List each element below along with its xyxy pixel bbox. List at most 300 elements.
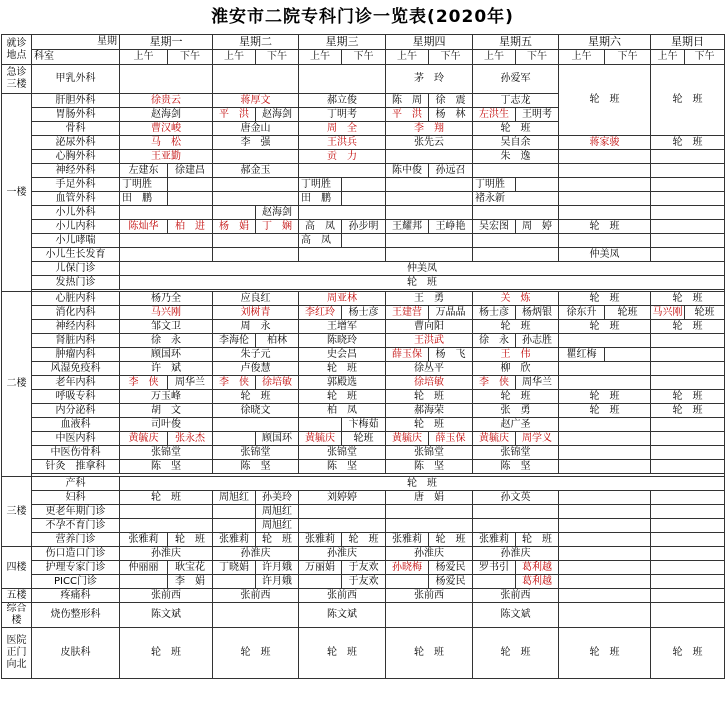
cell: 仲丽丽 xyxy=(120,561,168,575)
cell: 轮 班 xyxy=(559,65,651,136)
cell: 王洪武 xyxy=(386,334,473,348)
cell: 张前西 xyxy=(299,589,386,603)
cell: 杨乃全 xyxy=(120,292,213,306)
schedule-table xyxy=(1,34,725,679)
cell: 孙淮庆 xyxy=(386,547,473,561)
cell: 张雅莉 xyxy=(120,533,168,547)
cell: 轮 班 xyxy=(651,628,725,679)
dept-name: 神经内科 xyxy=(32,320,120,334)
cell: 葛利越 xyxy=(516,575,559,589)
cell: 孙淮庆 xyxy=(213,547,299,561)
header-day-sat: 星期六 xyxy=(559,35,651,50)
header-pm: 下午 xyxy=(256,50,299,65)
cell: 朱 逸 xyxy=(473,150,559,164)
cell: 杨 林 xyxy=(429,108,473,122)
cell: 轮 班 xyxy=(120,491,213,505)
cell: 轮 班 xyxy=(559,628,651,679)
dept-name: 老年内科 xyxy=(32,376,120,390)
cell: 徐培敏 xyxy=(386,376,473,390)
cell: 陈文斌 xyxy=(120,603,213,628)
table-row xyxy=(2,276,725,290)
cell: 孙淮庆 xyxy=(120,547,213,561)
floor-label: 三楼 xyxy=(2,477,32,547)
table-row xyxy=(2,547,725,561)
cell: 曹向阳 xyxy=(386,320,473,334)
cell: 张锦堂 xyxy=(473,446,559,460)
cell: 马兴刚 xyxy=(120,306,213,320)
header-pm: 下午 xyxy=(429,50,473,65)
floor-label: 医院正门向北 xyxy=(2,628,32,679)
cell: 郝金玉 xyxy=(213,164,299,178)
dept-name: 伤口造口门诊 xyxy=(32,547,120,561)
cell: 郝海荣 xyxy=(386,404,473,418)
cell: 薛玉保 xyxy=(386,348,429,362)
dept-name: 骨科 xyxy=(32,122,120,136)
cell: 平 洪 xyxy=(213,108,256,122)
cell: 褚永新 xyxy=(473,192,559,206)
cell: 李海伦 xyxy=(213,334,256,348)
cell: 柏 进 xyxy=(168,220,213,234)
cell: 轮班 xyxy=(605,306,651,320)
dept-name: 心胸外科 xyxy=(32,150,120,164)
floor-label: 五楼 xyxy=(2,589,32,603)
dept-name: 小儿外科 xyxy=(32,206,120,220)
cell: 轮 班 xyxy=(120,276,725,290)
cell: 李 娟 xyxy=(168,575,213,589)
header-am: 上午 xyxy=(651,50,685,65)
cell: 轮 班 xyxy=(386,418,473,432)
header-am: 上午 xyxy=(386,50,429,65)
cell: 陈文斌 xyxy=(473,603,559,628)
cell: 王 伟 xyxy=(473,348,559,362)
table-row xyxy=(2,575,725,589)
cell: 轮 班 xyxy=(342,533,386,547)
cell: 轮 班 xyxy=(651,65,725,136)
cell: 李 强 xyxy=(213,136,299,150)
cell: 万丽娟 xyxy=(299,561,342,575)
table-row xyxy=(2,178,725,192)
cell: 丁志龙 xyxy=(473,94,559,108)
table-row xyxy=(2,460,725,474)
cell: 杨 娟 xyxy=(213,220,256,234)
cell: 轮 班 xyxy=(651,136,725,150)
cell: 柳 欣 xyxy=(473,362,559,376)
cell: 蒋家骏 xyxy=(559,136,651,150)
table-row xyxy=(2,533,725,547)
cell: 陈 坚 xyxy=(386,460,473,474)
cell: 柏林 xyxy=(256,334,299,348)
header-pm: 下午 xyxy=(516,50,559,65)
cell: 孙晓梅 xyxy=(386,561,429,575)
dept-name: 皮肤科 xyxy=(32,628,120,679)
header-day-wed: 星期三 xyxy=(299,35,386,50)
cell: 周 婷 xyxy=(516,220,559,234)
cell: 孙文英 xyxy=(473,491,559,505)
cell: 杨炳银 xyxy=(516,306,559,320)
cell: 李 侠 xyxy=(473,376,516,390)
cell: 轮 班 xyxy=(559,404,651,418)
header-day-fri: 星期五 xyxy=(473,35,559,50)
table-row xyxy=(2,362,725,376)
dept-name: 产科 xyxy=(32,477,120,491)
dept-name: 营养门诊 xyxy=(32,533,120,547)
cell: 张雅莉 xyxy=(299,533,342,547)
cell: 顾国环 xyxy=(120,348,213,362)
table-row xyxy=(2,491,725,505)
cell: 张前西 xyxy=(120,589,213,603)
dept-name: 血管外科 xyxy=(32,192,120,206)
cell: 张雅莉 xyxy=(473,533,516,547)
cell: 耿宝花 xyxy=(168,561,213,575)
header-row-ampm xyxy=(2,50,725,65)
cell: 杨士彦 xyxy=(473,306,516,320)
floor-label: 一楼 xyxy=(2,94,32,292)
cell: 柏 凤 xyxy=(299,404,386,418)
header-day-mon: 星期一 xyxy=(120,35,213,50)
cell: 罗书引 xyxy=(473,561,516,575)
header-location: 就诊地点 xyxy=(2,35,32,65)
dept-name: 儿保门诊 xyxy=(32,262,120,276)
cell: 茅 玲 xyxy=(386,65,473,94)
cell: 张先云 xyxy=(386,136,473,150)
cell: 轮 班 xyxy=(120,628,213,679)
header-row-days xyxy=(2,35,725,50)
floor-label: 急诊三楼 xyxy=(2,65,32,94)
cell: 仲美凤 xyxy=(559,248,651,262)
dept-name: 手足外科 xyxy=(32,178,120,192)
cell: 轮 班 xyxy=(559,292,651,306)
cell: 周旭红 xyxy=(213,491,256,505)
dept-name: 消化内科 xyxy=(32,306,120,320)
table-row xyxy=(2,603,725,628)
cell: 张锦堂 xyxy=(213,446,299,460)
table-row xyxy=(2,477,725,491)
dept-name: PICC门诊 xyxy=(32,575,120,589)
cell: 高 凤 xyxy=(299,220,342,234)
table-row xyxy=(2,390,725,404)
dept-name: 血液科 xyxy=(32,418,120,432)
table-row xyxy=(2,136,725,150)
dept-name: 针灸 推拿科 xyxy=(32,460,120,474)
dept-name: 疼痛科 xyxy=(32,589,120,603)
cell: 张前西 xyxy=(473,589,559,603)
cell: 刘婷婷 xyxy=(299,491,386,505)
table-row xyxy=(2,150,725,164)
table-row xyxy=(2,376,725,390)
cell: 轮 班 xyxy=(651,292,725,306)
cell: 轮 班 xyxy=(559,220,651,234)
floor-label: 二楼 xyxy=(2,292,32,477)
cell: 轮 班 xyxy=(386,390,473,404)
cell: 轮 班 xyxy=(516,533,559,547)
header-weekday: 星期 xyxy=(32,35,120,50)
cell: 王洪兵 xyxy=(299,136,386,150)
cell: 孙爱军 xyxy=(473,65,559,94)
cell: 平 洪 xyxy=(386,108,429,122)
header-pm: 下午 xyxy=(685,50,725,65)
header-dept: 科室 xyxy=(32,50,120,65)
table-row xyxy=(2,292,725,306)
cell: 蒋厚文 xyxy=(213,94,299,108)
cell: 孙志胜 xyxy=(516,334,559,348)
cell: 丁晓娟 xyxy=(213,561,256,575)
cell: 顾国环 xyxy=(256,432,299,446)
cell: 轮 班 xyxy=(473,320,559,334)
table-row xyxy=(2,164,725,178)
cell: 徐丛平 xyxy=(386,362,473,376)
dept-name: 风湿免疫科 xyxy=(32,362,120,376)
cell: 许 斌 xyxy=(120,362,213,376)
table-row xyxy=(2,432,725,446)
dept-name: 烧伤整形科 xyxy=(32,603,120,628)
cell: 曹汉峻 xyxy=(120,122,213,136)
cell: 周学义 xyxy=(516,432,559,446)
cell: 仲美凤 xyxy=(120,262,725,276)
cell: 关 炼 xyxy=(473,292,559,306)
cell: 徐贵云 xyxy=(120,94,213,108)
cell: 张雅莉 xyxy=(386,533,429,547)
cell: 陈灿华 xyxy=(120,220,168,234)
dept-name: 甲乳外科 xyxy=(32,65,120,94)
dept-name: 胃肠外科 xyxy=(32,108,120,122)
cell: 王明考 xyxy=(516,108,559,122)
table-row xyxy=(2,561,725,575)
cell: 李 侠 xyxy=(213,376,256,390)
dept-name: 更老年期门诊 xyxy=(32,505,120,519)
dept-name: 肝胆外科 xyxy=(32,94,120,108)
cell: 丁明胜 xyxy=(473,178,516,192)
table-row xyxy=(2,446,725,460)
floor-label: 综合楼 xyxy=(2,603,32,628)
floor-label: 四楼 xyxy=(2,547,32,589)
cell: 轮 班 xyxy=(473,390,559,404)
cell: 张锦堂 xyxy=(386,446,473,460)
cell: 轮 班 xyxy=(386,628,473,679)
cell: 轮 班 xyxy=(299,390,386,404)
cell: 徐培敏 xyxy=(256,376,299,390)
cell: 轮 班 xyxy=(429,533,473,547)
cell: 赵广圣 xyxy=(473,418,559,432)
cell: 张锦堂 xyxy=(299,446,386,460)
cell: 王耀邦 xyxy=(386,220,429,234)
cell: 李 翔 xyxy=(386,122,473,136)
cell: 应良红 xyxy=(213,292,299,306)
cell: 王增军 xyxy=(299,320,386,334)
header-am: 上午 xyxy=(213,50,256,65)
cell: 徐 震 xyxy=(429,94,473,108)
cell: 黄毓庆 xyxy=(473,432,516,446)
cell: 邹文卫 xyxy=(120,320,213,334)
table-row xyxy=(2,192,725,206)
cell: 李 侠 xyxy=(120,376,168,390)
cell: 赵海剑 xyxy=(256,206,299,220)
header-pm: 下午 xyxy=(342,50,386,65)
cell: 杨爱民 xyxy=(429,575,473,589)
cell: 赵海剑 xyxy=(256,108,299,122)
cell: 轮 班 xyxy=(168,533,213,547)
cell: 郝立俊 xyxy=(299,94,386,108)
cell: 张锦堂 xyxy=(120,446,213,460)
cell: 陈文斌 xyxy=(299,603,386,628)
cell: 轮 班 xyxy=(213,390,299,404)
cell: 轮 班 xyxy=(473,122,559,136)
dept-name: 神经外科 xyxy=(32,164,120,178)
cell: 贡 力 xyxy=(299,150,386,164)
dept-name: 小儿内科 xyxy=(32,220,120,234)
cell: 徐建昌 xyxy=(168,164,213,178)
cell: 轮 班 xyxy=(213,628,299,679)
table-row xyxy=(2,220,725,234)
cell: 唐 娟 xyxy=(386,491,473,505)
cell: 陈 坚 xyxy=(473,460,559,474)
cell: 李红玲 xyxy=(299,306,342,320)
cell: 徐东升 xyxy=(559,306,605,320)
cell: 周旭红 xyxy=(256,519,299,533)
cell: 轮班 xyxy=(685,306,725,320)
cell: 轮班 xyxy=(342,432,386,446)
cell: 葛利越 xyxy=(516,561,559,575)
cell: 周旭红 xyxy=(256,505,299,519)
cell: 轮 班 xyxy=(299,628,386,679)
table-row xyxy=(2,505,725,519)
cell: 轮 班 xyxy=(256,533,299,547)
cell: 丁明胜 xyxy=(299,178,342,192)
cell: 吴宏图 xyxy=(473,220,516,234)
dept-name: 心脏内科 xyxy=(32,292,120,306)
table-row xyxy=(2,628,725,679)
cell: 司叶俊 xyxy=(120,418,213,432)
table-row xyxy=(2,262,725,276)
cell: 轮 班 xyxy=(559,390,651,404)
table-row xyxy=(2,306,725,320)
cell: 周亚林 xyxy=(299,292,386,306)
cell: 黄毓庆 xyxy=(120,432,168,446)
cell: 于友欢 xyxy=(342,561,386,575)
cell: 万玉峰 xyxy=(120,390,213,404)
cell: 张雅莉 xyxy=(213,533,256,547)
dept-name: 中医内科 xyxy=(32,432,120,446)
table-row xyxy=(2,348,725,362)
cell: 万晶晶 xyxy=(429,306,473,320)
cell: 薛玉保 xyxy=(429,432,473,446)
cell: 陈 坚 xyxy=(213,460,299,474)
cell: 周 永 xyxy=(213,320,299,334)
dept-name: 呼吸专科 xyxy=(32,390,120,404)
cell: 陈 坚 xyxy=(299,460,386,474)
cell: 轮 班 xyxy=(651,404,725,418)
dept-name: 中医伤骨科 xyxy=(32,446,120,460)
dept-name: 内分泌科 xyxy=(32,404,120,418)
cell: 轮 班 xyxy=(651,390,725,404)
header-pm: 下午 xyxy=(168,50,213,65)
cell: 郭殿选 xyxy=(299,376,386,390)
cell: 于友欢 xyxy=(342,575,386,589)
cell: 轮 班 xyxy=(651,320,725,334)
cell: 张 勇 xyxy=(473,404,559,418)
cell: 丁 娴 xyxy=(256,220,299,234)
cell: 赵海剑 xyxy=(120,108,213,122)
cell: 左洪生 xyxy=(473,108,516,122)
cell: 周华兰 xyxy=(168,376,213,390)
table-row xyxy=(2,206,725,220)
cell: 王峥艳 xyxy=(429,220,473,234)
table-row xyxy=(2,248,725,262)
table-row xyxy=(2,404,725,418)
header-day-sun: 星期日 xyxy=(651,35,725,50)
cell: 黄毓庆 xyxy=(386,432,429,446)
cell: 卢俊慧 xyxy=(213,362,299,376)
table-row xyxy=(2,234,725,248)
dept-name: 小儿哮喘 xyxy=(32,234,120,248)
cell: 轮 班 xyxy=(473,628,559,679)
cell: 王亚勤 xyxy=(120,150,213,164)
cell: 刘树青 xyxy=(213,306,299,320)
table-row xyxy=(2,418,725,432)
cell: 徐晓文 xyxy=(213,404,299,418)
cell: 丁明考 xyxy=(299,108,386,122)
dept-name: 护理专家门诊 xyxy=(32,561,120,575)
dept-name: 小儿生长发育 xyxy=(32,248,120,262)
cell: 孙美玲 xyxy=(256,491,299,505)
cell: 田 鹏 xyxy=(299,192,342,206)
cell: 陈 周 xyxy=(386,94,429,108)
table-row xyxy=(2,589,725,603)
cell: 杨 飞 xyxy=(429,348,473,362)
cell: 田 鹏 xyxy=(120,192,168,206)
table-row xyxy=(2,320,725,334)
cell: 孙淮庆 xyxy=(473,547,559,561)
cell: 周 全 xyxy=(299,122,386,136)
cell: 轮 班 xyxy=(559,320,651,334)
cell: 张前西 xyxy=(386,589,473,603)
dept-name: 妇科 xyxy=(32,491,120,505)
cell: 王 勇 xyxy=(386,292,473,306)
table-row xyxy=(2,519,725,533)
cell: 徐 永 xyxy=(473,334,516,348)
cell: 左建东 xyxy=(120,164,168,178)
dept-name: 肿瘤内科 xyxy=(32,348,120,362)
cell: 杨士彦 xyxy=(342,306,386,320)
table-row xyxy=(2,334,725,348)
header-am: 上午 xyxy=(473,50,516,65)
cell: 轮 班 xyxy=(299,362,386,376)
cell: 吴自余 xyxy=(473,136,559,150)
cell: 马 松 xyxy=(120,136,213,150)
cell: 杨爱民 xyxy=(429,561,473,575)
cell: 孙淮庆 xyxy=(299,547,386,561)
cell: 张永杰 xyxy=(168,432,213,446)
header-am: 上午 xyxy=(299,50,342,65)
cell: 史会昌 xyxy=(299,348,386,362)
cell: 卞梅茹 xyxy=(342,418,386,432)
cell: 胡 文 xyxy=(120,404,213,418)
cell: 徐 永 xyxy=(120,334,213,348)
cell: 马兴刚 xyxy=(652,306,683,318)
header-am: 上午 xyxy=(120,50,168,65)
cell: 张前西 xyxy=(213,589,299,603)
cell: 王建营 xyxy=(386,306,429,320)
dept-name: 发热门诊 xyxy=(32,276,120,290)
cell: 丁明胜 xyxy=(120,178,168,192)
header-day-thu: 星期四 xyxy=(386,35,473,50)
header-am: 上午 xyxy=(559,50,605,65)
dept-name: 不孕不育门诊 xyxy=(32,519,120,533)
cell: 高 凤 xyxy=(299,234,342,248)
cell: 许月娥 xyxy=(256,561,299,575)
page-title: 淮安市二院专科门诊一览表(2020年) xyxy=(211,7,514,27)
cell: 轮 班 xyxy=(120,477,725,491)
dept-name: 泌尿外科 xyxy=(32,136,120,150)
